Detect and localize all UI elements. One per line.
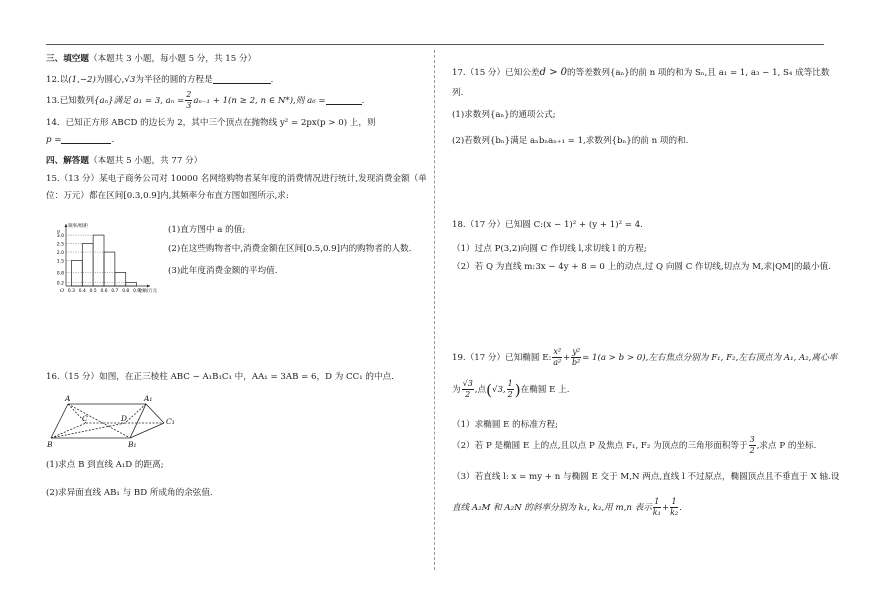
- label-B1: B₁: [128, 440, 137, 449]
- q19-last-pre: 直线 A₂M 和 A₂N 的斜率分别为 k₁, k₂,用 m,n 表示: [452, 503, 652, 513]
- edge-AB: [51, 404, 68, 438]
- q13-cond1: 满足 a₁ = 3, aₙ =: [113, 96, 185, 106]
- question-19-line1: [452, 347, 838, 367]
- q17-sub2: (2)若数列{bₙ}满足 aₙbₙaₙ₊₁ = 1,求数列{bₙ}的前 n 项的和.: [452, 136, 689, 146]
- q13-end: .: [361, 96, 365, 106]
- question-16-line1: [46, 372, 424, 383]
- q19-plus: +: [563, 353, 571, 363]
- histogram-bar: [82, 244, 93, 286]
- label-A: A: [65, 394, 71, 403]
- x-axis-arrow: [147, 285, 150, 288]
- y-tick-label: 1.5: [56, 259, 64, 265]
- y-axis-label: 频率/组距: [68, 224, 88, 229]
- q13-frac-den: 3: [186, 101, 192, 110]
- section3-header: [46, 54, 424, 65]
- q16-line1: 16.（15 分）如图，在正三棱柱 ABC − A₁B₁C₁ 中，AA₁ = 3AB = 6，D 为 CC₁ 的中点.: [46, 372, 394, 382]
- y-tick-label: 0.8: [56, 271, 64, 277]
- q19-pt-den: 2: [507, 390, 513, 399]
- q12-answer-blank[interactable]: [213, 74, 271, 84]
- column-divider: [434, 50, 435, 570]
- histogram-bar: [71, 261, 82, 286]
- q16-sub2: (2)求异面直线 AB₁ 与 BD 所成角的余弦值.: [46, 488, 213, 498]
- q19-sub3: （3）若直线 l: x = my + n 与椭圆 E 交于 M,N 两点,直线 l 不过原点，椭圆顶点且不垂直于 X 轴.设: [452, 472, 840, 482]
- q19-line2-post: 在椭圆 E 上.: [520, 385, 570, 395]
- q13-cond2: aₙ₋₁ + 1(n ≥ 2, n ∈ N*): [193, 96, 294, 106]
- q14-answer-blank[interactable]: [61, 134, 111, 144]
- x-axis-label: 金额/万元: [138, 289, 158, 294]
- label-C1: C₁: [166, 417, 175, 426]
- q15-sub3: (3)此年度消费金额的平均值.: [168, 266, 278, 276]
- q19-x-num: x²: [553, 347, 562, 356]
- q19-pt-num: 1: [507, 379, 513, 388]
- q19-y-num: y²: [572, 347, 581, 356]
- label-A1: A₁: [144, 394, 153, 403]
- q15-sub2: (2)在这些购物者中,消费金额在区间[0.5,0.9]内的购物者的人数.: [168, 244, 412, 254]
- q19-k2-num: 1: [671, 497, 677, 506]
- q19-pt-pre: ,点: [474, 385, 487, 395]
- q19-x-den: a²: [553, 358, 562, 367]
- q12-radius: √3: [124, 75, 136, 85]
- segment-A1D: [125, 404, 146, 423]
- q12-pre: 12.以: [46, 75, 69, 85]
- section3-note: （本题共 3 小题，每小题 5 分，共 15 分）: [88, 54, 257, 64]
- q19-pt-y: [507, 380, 514, 399]
- x-tick-label: 0.4: [78, 289, 86, 294]
- q19-sub2-post: ,求点 P 的坐标.: [756, 441, 817, 451]
- label-D: D: [121, 414, 128, 423]
- y-tick-label: 0.2: [56, 281, 64, 287]
- q19-k1-den: k₁: [652, 508, 661, 517]
- q18-sub2: （2）若 Q 为直线 m:3x − 4y + 8 = 0 上的动点,过 Q 向圆 C 作切线,切点为 M,求|QM|的最小值.: [452, 262, 831, 272]
- question-15-line2: [46, 191, 424, 202]
- question-14-line2: [46, 134, 424, 146]
- q15-line2: 位：万元）都在区间[0.3,0.9]内,其频率分布直方图如图所示,求:: [46, 191, 289, 201]
- question-13: [46, 91, 424, 110]
- q18-sub1: （1）过点 P(3,2)向圆 C 作切线 l,求切线 l 的方程;: [452, 244, 647, 254]
- x-tick-label: 0.7: [111, 289, 119, 294]
- edge-A1B1: [130, 404, 146, 438]
- q13-fraction: [185, 91, 192, 110]
- q12-end: .: [270, 75, 274, 85]
- q17-sub1: (1)求数列{aₙ}的通项公式;: [452, 110, 556, 120]
- q13-frac-num: 2: [186, 90, 192, 99]
- q19-y-den: b²: [572, 358, 581, 367]
- question-19-last: 直线 A₂M 和 A₂N 的斜率分别为 k₁, k₂,用 m,n 表示 $\frac{1}{\text{k₁}}$ + $\frac{1}{\text{k₂}}$ .: [452, 497, 682, 517]
- question-19-line2: 为 $\frac{√3}{2}$ ,点(√3, $\frac{1}{2}$ )在椭圆 E 上.: [452, 379, 570, 399]
- a-label: a: [57, 228, 60, 235]
- q19-eq-rest: = 1(a > b > 0),左右焦点分别为 F₁, F₂,左右顶点为 A₁, A₂,离心率: [582, 353, 838, 363]
- frequency-histogram: [46, 220, 158, 300]
- q17-line1c: 的等差数列{aₙ}的前 n 项的和为 Sₙ,且 a₁ = 1, a₃ − 1, S₄ 成等比数: [567, 68, 830, 78]
- q19-line2-pre: 为: [452, 385, 461, 395]
- q19-sub1: （1）求椭圆 E 的标准方程;: [452, 420, 559, 430]
- q15-sub1: (1)直方图中 a 的值;: [168, 225, 246, 235]
- q16-sub1: (1)求点 B 到直线 A₁D 的距离;: [46, 460, 164, 470]
- q18-line1: 18.（17 分）已知圆 C:(x − 1)² + (y + 1)² = 4.: [452, 220, 643, 230]
- section4-header: [46, 156, 424, 167]
- x-tick-label: 0.6: [100, 289, 108, 294]
- histogram-bar: [115, 272, 126, 286]
- y-tick-label: 2.0: [56, 251, 64, 257]
- question-19-sub2: [452, 436, 824, 455]
- q19-k2-frac: [670, 498, 678, 517]
- q14-p: p =: [46, 135, 62, 145]
- histogram-bar: [93, 235, 104, 286]
- q13-mid: ,则 a₆ =: [293, 96, 326, 106]
- q17-line1b: d > 0: [539, 67, 567, 78]
- q19-k1-num: 1: [654, 497, 660, 506]
- section3-title: 三、填空题: [46, 54, 89, 64]
- q19-area-frac: [749, 436, 756, 455]
- q19-ecc-den: 2: [465, 390, 471, 399]
- origin-label: O: [60, 288, 65, 294]
- q19-k1-frac: [653, 498, 661, 517]
- prism-diagram: [46, 394, 176, 450]
- q19-ecc-num: √3: [462, 379, 473, 388]
- section4-title: 四、解答题: [46, 156, 89, 166]
- q19-pre: 19.（17 分）已知椭圆 E:: [452, 353, 552, 363]
- q19-area-num: 3: [749, 435, 755, 444]
- edge-BC: [51, 423, 86, 438]
- q14-text: 14．已知正方形 ABCD 的边长为 2，其中三个顶点在抛物线 y² = 2px(p > 0) 上，则: [46, 118, 376, 128]
- q19-frac-y: [571, 348, 581, 367]
- section4-note: （本题共 5 小题，共 77 分）: [88, 156, 203, 166]
- y-tick-label: 2.5: [56, 242, 64, 248]
- histogram-bar: [126, 283, 137, 286]
- q19-pt-x: √3,: [491, 385, 506, 395]
- q15-line1: 15.（13 分）某电子商务公司对 10000 名网络购物者某年度的消费情况进行统计,发现消费金额（单: [46, 174, 427, 184]
- q12-post: 为半径的圆的方程是: [135, 75, 213, 85]
- y-tick-label: 3.0: [56, 234, 64, 240]
- top-rule: [46, 44, 824, 45]
- label-B: B: [47, 440, 53, 449]
- question-14-line1: [46, 118, 424, 129]
- question-15-line1: [46, 174, 427, 185]
- edge-A1C1: [146, 404, 164, 423]
- x-tick-label: 0.3: [67, 289, 75, 294]
- q19-k2-den: k₂: [670, 508, 679, 517]
- label-C: C: [82, 414, 88, 423]
- q19-area-den: 2: [749, 446, 755, 455]
- x-tick-label: 0.5: [89, 289, 97, 294]
- q12-mid: 为圆心,: [95, 75, 125, 85]
- histogram-bar: [104, 252, 115, 286]
- q19-frac-x: [552, 348, 562, 367]
- q13-pre: 13.已知数列: [46, 96, 95, 106]
- q17-line1a: 17.（15 分）已知公差: [452, 68, 540, 78]
- q14-end: .: [111, 135, 115, 145]
- q17-line2: 列.: [452, 88, 464, 98]
- edge-B1C1: [130, 423, 164, 438]
- q19-ecc: [462, 380, 474, 399]
- q12-center: (1,−2): [68, 75, 96, 85]
- q19-last-post: .: [679, 503, 682, 513]
- segment-BD: [51, 423, 125, 438]
- q13-answer-blank[interactable]: [326, 95, 362, 105]
- question-12: [46, 74, 424, 86]
- q19-sub2-pre: （2）若 P 是椭圆 E 上的点,且以点 P 及焦点 F₁, F₂ 为顶点的三角形面积等于: [452, 441, 748, 451]
- x-tick-label: 0.9: [133, 289, 141, 294]
- q13-set: {aₙ}: [94, 96, 114, 106]
- question-17-line1: [452, 66, 830, 79]
- x-tick-label: 0.8: [122, 289, 130, 294]
